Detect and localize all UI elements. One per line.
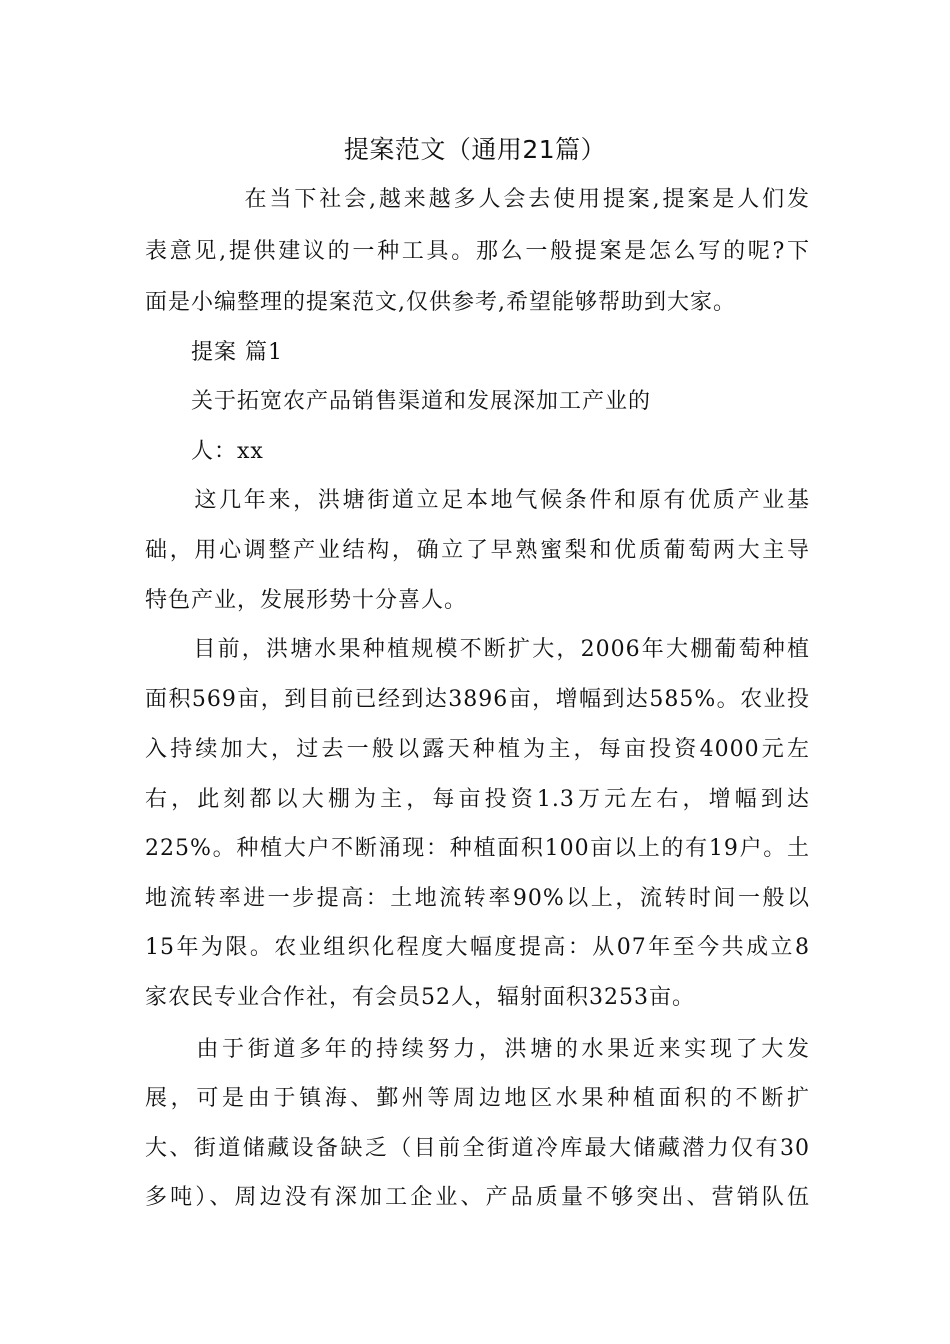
paragraph-line: 展，可是由于镇海、鄞州等周边地区水果种植面积的不断扩 xyxy=(145,1086,810,1111)
section-heading: 提案 篇1 xyxy=(145,340,283,365)
paragraph-line: 面积569亩，到目前已经到达3896亩，增幅到达585%。农业投 xyxy=(145,687,810,712)
paragraph-line: 由于街道多年的持续努力，洪塘的水果近来实现了大发 xyxy=(145,1037,810,1062)
paragraph-line: 目前，洪塘水果种植规模不断扩大，2006年大棚葡萄种植 xyxy=(145,637,810,662)
paragraph-line: 这几年来，洪塘街道立足本地气候条件和原有优质产业基 xyxy=(145,488,810,513)
paragraph-line: 225%。种植大户不断涌现：种植面积100亩以上的有19户。土 xyxy=(145,836,810,861)
paragraph-line: 在当下社会,越来越多人会去使用提案,提案是人们发 xyxy=(145,187,810,212)
paragraph-line: 地流转率进一步提高：土地流转率90%以上，流转时间一般以 xyxy=(145,886,810,911)
paragraph-line: 础，用心调整产业结构，确立了早熟蜜梨和优质葡萄两大主导 xyxy=(145,538,810,563)
paragraph-line: 特色产业，发展形势十分喜人。 xyxy=(145,588,468,613)
paragraph-line: 右，此刻都以大棚为主，每亩投资1.3万元左右，增幅到达 xyxy=(145,787,810,812)
paragraph-line: 多吨）、周边没有深加工企业、产品质量不够突出、营销队伍 xyxy=(145,1185,810,1210)
proposal-subject: 关于拓宽农产品销售渠道和发展深加工产业的 xyxy=(145,389,652,414)
paragraph-line: 家农民专业合作社，有会员52人，辐射面积3253亩。 xyxy=(145,985,695,1010)
paragraph-line: 15年为限。农业组织化程度大幅度提高：从07年至今共成立8 xyxy=(145,935,810,960)
paragraph-line: 面是小编整理的提案范文,仅供参考,希望能够帮助到大家。 xyxy=(145,290,736,315)
paragraph-line: 大、街道储藏设备缺乏（目前全街道冷库最大储藏潜力仅有30 xyxy=(145,1136,810,1161)
proposer-line: 人：xx xyxy=(145,439,264,464)
paragraph-line: 入持续加大，过去一般以露天种植为主，每亩投资4000元左 xyxy=(145,737,810,762)
document-title: 提案范文（通用21篇） xyxy=(343,135,607,164)
paragraph-line: 表意见,提供建议的一种工具。那么一般提案是怎么写的呢?下 xyxy=(145,239,810,264)
